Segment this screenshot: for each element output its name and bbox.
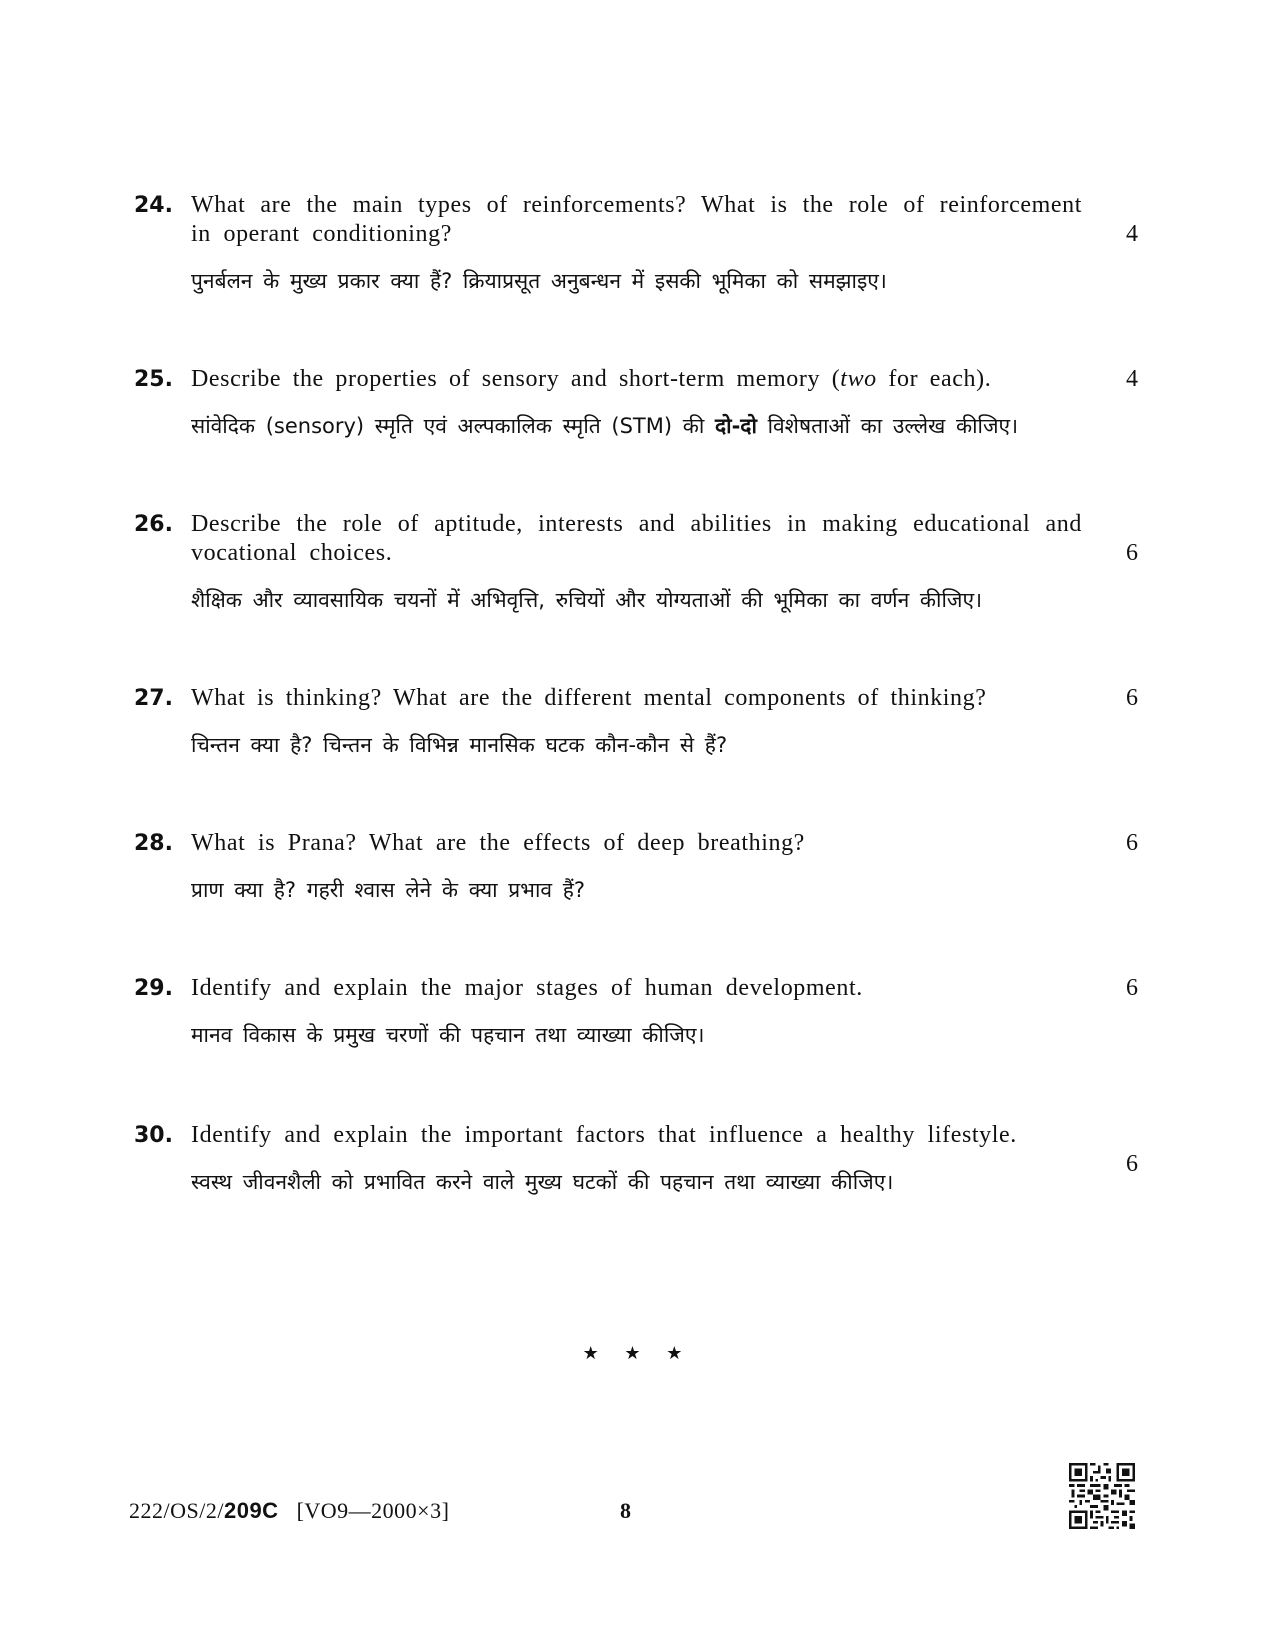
- question-body: [191, 191, 1138, 296]
- question-body: [191, 365, 1138, 441]
- question-body: [191, 510, 1138, 615]
- question-body: [191, 974, 1138, 1050]
- question-body: [191, 684, 1138, 760]
- question-marks: 6: [1126, 1151, 1138, 1177]
- question-text-hindi-part: विशेषताओं का उल्लेख कीजिए।: [756, 414, 1019, 438]
- question-text-hindi-part: सांवेदिक (sensory) स्मृति एवं अल्पकालिक स्मृति (STM) की: [191, 414, 715, 438]
- question-text-english: What are the main types of reinforcements? What is the role of reinforcement in operant conditioning?: [191, 192, 1082, 247]
- question-26: [134, 510, 1138, 615]
- question-text-hindi: पुनर्बलन के मुख्य प्रकार क्या हैं? क्रियाप्रसूत अनुबन्धन में इसकी भूमिका को समझाइए।: [191, 269, 887, 293]
- qr-code-icon: [1069, 1463, 1135, 1529]
- question-text-english-part: Describe the properties of sensory and short-term memory (: [191, 366, 841, 392]
- question-text-hindi: [191, 412, 1138, 441]
- question-marks: 6: [1126, 975, 1138, 1001]
- paper-code: [129, 1498, 449, 1524]
- paper-code-prefix: 222/OS/2/: [129, 1498, 224, 1523]
- question-number: 26.: [134, 512, 173, 537]
- question-text-english: Identify and explain the major stages of human development.: [191, 975, 863, 1001]
- question-text-english-part: for each).: [876, 366, 992, 392]
- question-number: 29.: [134, 976, 173, 1001]
- question-marks: 6: [1126, 685, 1138, 711]
- question-text-hindi: मानव विकास के प्रमुख चरणों की पहचान तथा व्याख्या कीजिए।: [191, 1023, 705, 1047]
- question-number: 30.: [134, 1123, 173, 1148]
- page-number: 8: [620, 1498, 631, 1523]
- print-code: [VO9—2000×3]: [296, 1498, 450, 1523]
- question-text-english: Describe the role of aptitude, interests and abilities in making educational and vocational choices.: [191, 511, 1082, 566]
- question-29: [134, 974, 1138, 1050]
- question-text-hindi: चिन्तन क्या है? चिन्तन के विभिन्न मानसिक घटक कौन-कौन से हैं?: [191, 733, 728, 757]
- question-marks: 6: [1126, 540, 1138, 566]
- question-28: [134, 829, 1138, 905]
- question-number: 24.: [134, 193, 173, 218]
- question-text-english: [191, 365, 1091, 394]
- paper-code-bold: 209C: [223, 1498, 279, 1523]
- question-text-english-emphasis: two: [840, 366, 877, 392]
- question-24: [134, 191, 1138, 296]
- question-text-hindi: प्राण क्या है? गहरी श्वास लेने के क्या प्रभाव हैं?: [191, 878, 586, 902]
- question-text-english: What is Prana? What are the effects of deep breathing?: [191, 830, 805, 856]
- question-number: 27.: [134, 686, 173, 711]
- end-marker: ★ ★ ★: [582, 1343, 693, 1364]
- question-text-hindi-bold: दो-दो: [714, 414, 757, 438]
- question-text-hindi: शैक्षिक और व्यावसायिक चयनों में अभिवृत्ति, रुचियों और योग्यताओं की भूमिका का वर्णन कीजिए।: [191, 588, 983, 612]
- question-25: [134, 365, 1138, 441]
- question-27: [134, 684, 1138, 760]
- question-marks: 6: [1126, 830, 1138, 856]
- question-text-english: What is thinking? What are the different mental components of thinking?: [191, 685, 987, 711]
- question-marks: 4: [1126, 221, 1138, 247]
- question-marks: 4: [1126, 366, 1138, 392]
- question-number: 25.: [134, 367, 173, 392]
- question-text-hindi: स्वस्थ जीवनशैली को प्रभावित करने वाले मुख्य घटकों की पहचान तथा व्याख्या कीजिए।: [191, 1170, 894, 1194]
- question-30: [134, 1121, 1138, 1197]
- question-body: [191, 1121, 1138, 1197]
- question-body: [191, 829, 1138, 905]
- question-text-english: Identify and explain the important factors that influence a healthy lifestyle.: [191, 1122, 1017, 1148]
- question-number: 28.: [134, 831, 173, 856]
